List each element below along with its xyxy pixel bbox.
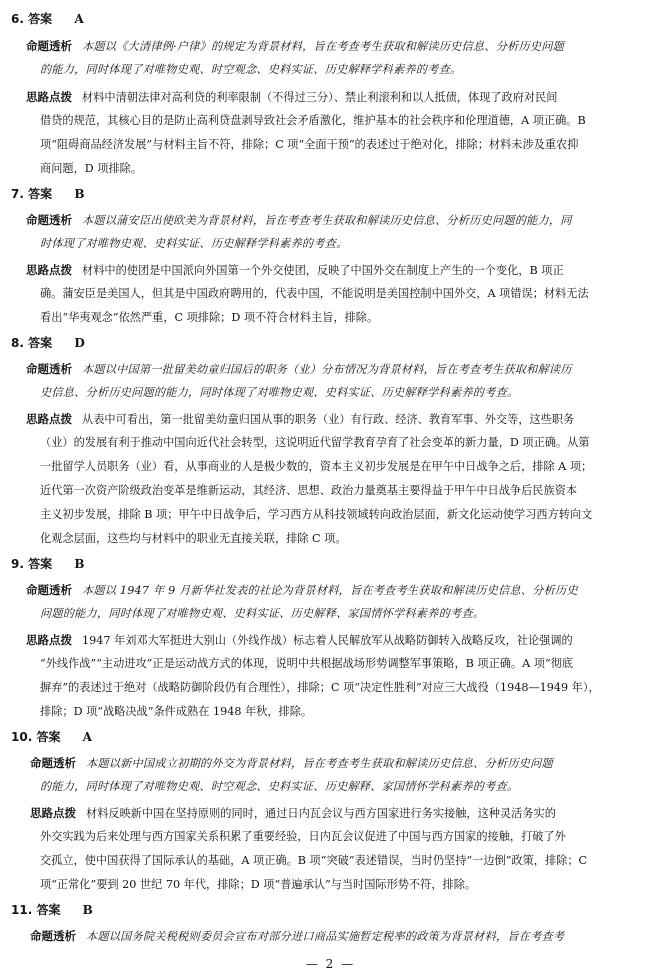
answer-value: A: [82, 730, 92, 744]
hint-text: 1947 年刘邓大军挺进大别山（外线作战）标志着人民解放军从战略防御转入战略反攻，社论强调的: [82, 634, 573, 647]
analysis-line: [26, 213, 638, 228]
analysis-line: [30, 756, 642, 771]
analysis-line: [40, 237, 652, 251]
hint-label: 思路点拨: [26, 633, 72, 647]
hint-text: 摒弃”的表述过于绝对（战略防御阶段仍有合理性），排除；C 项“决定性胜利”对应三大战役（1948—1949 年），: [40, 681, 600, 694]
hint-line: [40, 657, 652, 671]
hint-label: 思路点拨: [26, 90, 72, 104]
analysis-label: 命题透析: [30, 756, 76, 770]
question-number: 11.: [11, 903, 33, 917]
hint-line: [40, 878, 652, 892]
hint-line: [40, 854, 652, 868]
hint-text: 材料反映新中国在坚持原则的同时，通过日内瓦会议与西方国家进行务实接触，这种灵活务实的: [86, 807, 556, 820]
hint-text: 材料中清朝法律对高利贷的利率限制（不得过三分）、禁止利滚利和以人抵债，体现了政府对民间: [82, 91, 558, 104]
hint-line: [30, 806, 642, 821]
question-number: 6.: [11, 12, 24, 26]
hint-line: [40, 436, 652, 450]
analysis-text: 本题以 1947 年 9 月新华社发表的社论为背景材料，旨在考查考生获取和解读历史信息、分析历史: [82, 584, 578, 597]
answer-label: 答案: [28, 557, 53, 571]
hint-text: 项“正常化”要到 20 世纪 70 年代，排除；D 项“普遍承认”与当时国际形势不符，排除。: [40, 878, 477, 891]
question-number: 10.: [11, 730, 33, 744]
hint-line: [26, 263, 638, 278]
answer-label: 答案: [28, 336, 53, 350]
answer-label: 答案: [28, 187, 53, 201]
question-number: 7.: [11, 187, 24, 201]
analysis-label: 命题透析: [30, 929, 76, 943]
analysis-text: 本题以国务院关税税则委员会宣布对部分进口商品实施暂定税率的政策为背景材料，旨在考查考: [86, 930, 565, 943]
hint-text: “外线作战”“主动进攻”正是运动战方式的体现，说明中共根据战场形势调整军事策略，B 项正确。A 项“彻底: [40, 657, 574, 670]
hint-label: 思路点拨: [26, 263, 72, 277]
hint-text: 化观念层面，这些均与材料中的职业无直接关联，排除 C 项。: [40, 532, 347, 545]
analysis-line: [30, 929, 642, 944]
analysis-line: [40, 607, 652, 621]
hint-text: 一批留学人员职务（业）看，从事商业的人是极少数的，资本主义初步发展是在甲午中日战争之后，排除 A 项；: [40, 460, 593, 473]
question-11-header: [11, 903, 93, 917]
hint-label: 思路点拨: [30, 806, 76, 820]
hint-line: [40, 532, 652, 546]
analysis-line: [40, 780, 652, 794]
question-7-header: [11, 187, 84, 201]
hint-line: [40, 705, 652, 719]
analysis-text: 本题以中国第一批留美幼童归国后的职务（业）分布情况为背景材料，旨在考查考生获取和解读历: [82, 363, 572, 376]
hint-text: 从表中可看出，第一批留美幼童归国从事的职务（业）有行政、经济、教育军事、外交等，这些职务: [82, 413, 575, 426]
hint-text: 排除；D 项“战略决战”条件成熟在 1948 年秋，排除。: [40, 705, 313, 718]
analysis-label: 命题透析: [26, 39, 72, 53]
answer-value: B: [74, 557, 85, 571]
hint-line: [40, 138, 652, 152]
analysis-line: [40, 386, 652, 400]
question-9-header: [11, 557, 84, 571]
question-number: 9.: [11, 557, 24, 571]
hint-line: [40, 508, 652, 522]
hint-line: [40, 830, 652, 844]
hint-line: [40, 484, 652, 498]
analysis-label: 命题透析: [26, 362, 72, 376]
hint-line: [40, 460, 652, 474]
hint-text: 确。蒲安臣是美国人，但其是中国政府聘用的，代表中国，不能说明是美国控制中国外交，A 项错误；材料无法: [40, 287, 589, 300]
question-8-header: [11, 336, 85, 350]
answer-label: 答案: [36, 730, 61, 744]
answer-value: A: [74, 12, 84, 26]
analysis-label: 命题透析: [26, 583, 72, 597]
hint-text: 商问题，D 项排除。: [40, 162, 143, 175]
hint-text: 外交实践为后来处理与西方国家关系积累了重要经验，日内瓦会议促进了中国与西方国家的接触，打破了外: [40, 830, 566, 843]
hint-text: 主义初步发展，排除 B 项；甲午中日战争后，学习西方从科技领域转向政治层面，新文化运动使学习西方转向文: [40, 508, 593, 521]
analysis-text: 的能力，同时体现了对唯物史观、时空观念、史料实证、历史解释、家国情怀学科素养的考查。: [40, 780, 519, 793]
answer-value: B: [82, 903, 93, 917]
hint-text: 项“阻碍商品经济发展”与材料主旨不符，排除；C 项“全面干预”的表述过于绝对化，排除；材料未涉及重农抑: [40, 138, 579, 151]
answer-label: 答案: [28, 12, 53, 26]
analysis-text: 本题以《大清律例·户律》的规定为背景材料，旨在考查考生获取和解读历史信息、分析历史问题: [82, 40, 565, 53]
analysis-text: 史信息、分析历史问题的能力，同时体现了对唯物史观、史料实证、历史解释学科素养的考查。: [40, 386, 519, 399]
analysis-line: [26, 583, 638, 598]
answer-value: B: [74, 187, 85, 201]
hint-text: 交孤立，使中国获得了国际承认的基础，A 项正确。B 项“突破”表述错误，当时仍坚持“一边倒”政策，排除；C: [40, 854, 588, 867]
analysis-text: 时体现了对唯物史观、史料实证、历史解释学科素养的考查。: [40, 237, 348, 250]
hint-label: 思路点拨: [26, 412, 72, 426]
question-6a-header: [11, 12, 84, 26]
question-10-header: [11, 730, 92, 744]
analysis-label: 命题透析: [26, 213, 72, 227]
hint-line: [40, 114, 652, 128]
hint-line: [40, 311, 652, 325]
analysis-line: [40, 63, 652, 77]
hint-line: [26, 412, 638, 427]
question-number: 8.: [11, 336, 24, 350]
hint-line: [40, 681, 652, 695]
answer-label: 答案: [36, 903, 61, 917]
answer-value: D: [74, 336, 85, 350]
page-number: — 2 —: [305, 957, 356, 971]
hint-text: 近代第一次资产阶级政治变革是维新运动，其经济、思想、政治力量奠基主要得益于甲午中日战争后民族资本: [40, 484, 578, 497]
hint-line: [26, 90, 638, 105]
hint-line: [40, 162, 652, 176]
hint-text: 看出“华夷观念”依然严重，C 项排除；D 项不符合材料主旨，排除。: [40, 311, 379, 324]
hint-text: 借贷的规范，其核心目的是防止高利贷盘剥导致社会矛盾激化，维护基本的社会秩序和伦理道德，A 项正确。B: [40, 114, 586, 127]
hint-text: （业）的发展有利于推动中国向近代社会转型，这说明近代留学教育孕育了社会变革的新力量，D 项正确。从第: [40, 436, 590, 449]
hint-text: 材料中的使团是中国派向外国第一个外交使团，反映了中国外交在制度上产生的一个变化，B 项正: [82, 264, 564, 277]
analysis-text: 问题的能力，同时体现了对唯物史观、史料实证、历史解释、家国情怀学科素养的考查。: [40, 607, 485, 620]
hint-line: [40, 287, 652, 301]
analysis-text: 本题以新中国成立初期的外交为背景材料，旨在考查考生获取和解读历史信息、分析历史问题: [86, 757, 553, 770]
analysis-line: [26, 39, 638, 54]
hint-line: [26, 633, 638, 648]
analysis-text: 的能力，同时体现了对唯物史观、时空观念、史料实证、历史解释学科素养的考查。: [40, 63, 462, 76]
analysis-line: [26, 362, 638, 377]
analysis-text: 本题以蒲安臣出使欧美为背景材料，旨在考查考生获取和解读历史信息、分析历史问题的能力，同: [82, 214, 572, 227]
